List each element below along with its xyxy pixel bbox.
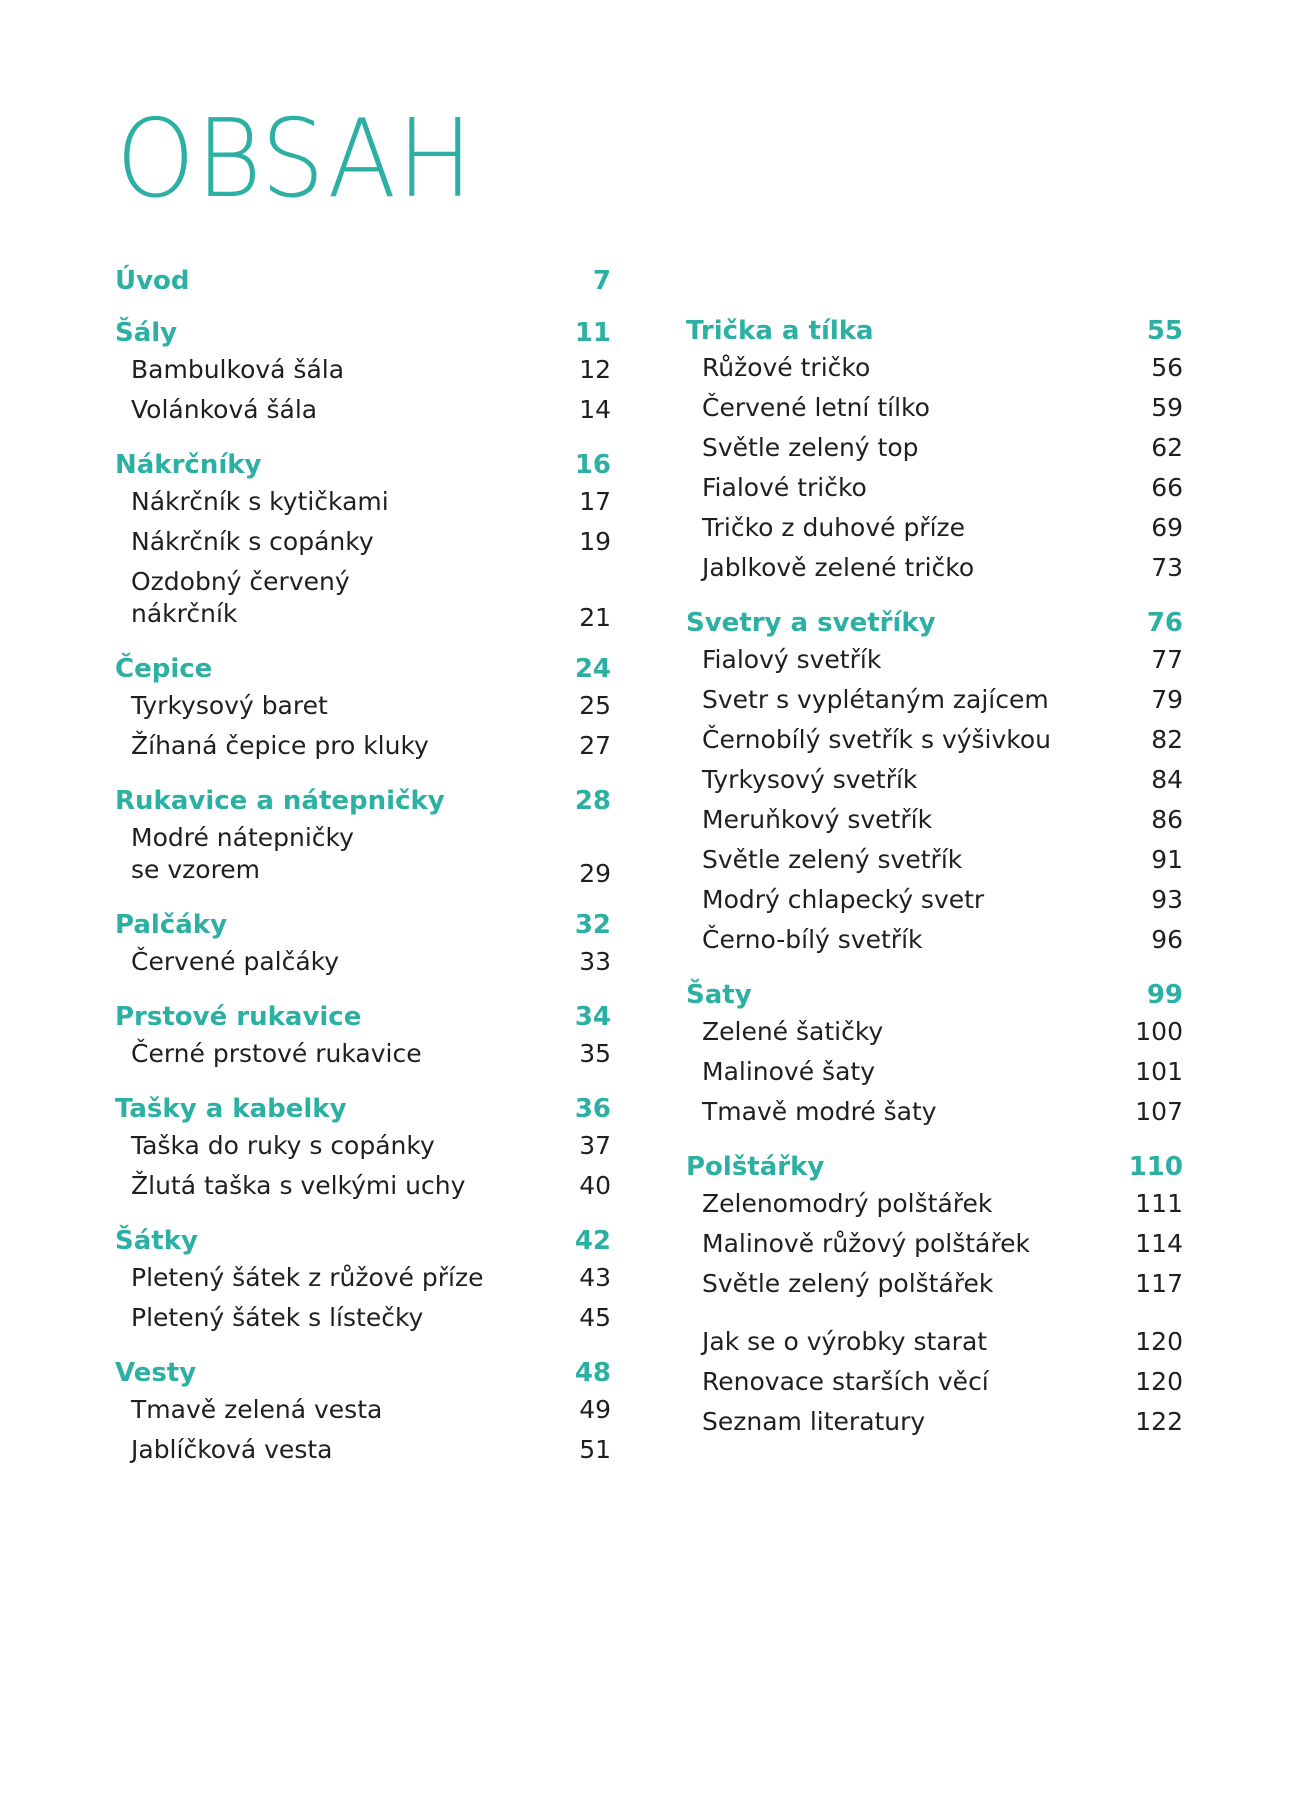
toc-entry-title: Nákrčník s kytičkami (131, 487, 389, 516)
toc-section-heading-title: Úvod (115, 266, 190, 296)
toc-entry (115, 1430, 611, 1470)
toc-entry-title: Červené letní tílko (702, 393, 930, 422)
toc-section (115, 652, 611, 766)
toc-entry (115, 726, 611, 766)
toc-entry (115, 1298, 611, 1338)
toc-entry-title: Svetr s vyplétaným zajícem (702, 685, 1049, 714)
toc-entry-page: 21 (579, 603, 611, 632)
toc-entry (686, 1052, 1183, 1092)
toc-entry-title: Žíhaná čepice pro kluky (131, 731, 429, 760)
toc-entry (115, 350, 611, 390)
toc-section (686, 1150, 1183, 1304)
toc-entry (686, 1224, 1183, 1264)
toc-entry (686, 640, 1183, 680)
toc-entry-title: Bambulková šála (131, 355, 345, 384)
toc-entry-page: 59 (1151, 393, 1183, 422)
toc-entry-page: 43 (579, 1263, 611, 1292)
page-title: OBSAH (116, 97, 474, 222)
toc-section-heading (115, 1092, 611, 1126)
toc-entry (686, 468, 1183, 508)
toc-entry (686, 840, 1183, 880)
toc-section-heading-page: 55 (1146, 316, 1183, 346)
toc-section-heading-page: 99 (1146, 980, 1183, 1010)
toc-entry (686, 1184, 1183, 1224)
toc-section-heading (115, 784, 611, 818)
toc-entry-title: Černé prstové rukavice (131, 1039, 422, 1068)
toc-entry-page: 49 (579, 1395, 611, 1424)
toc-entry-page: 19 (579, 527, 611, 556)
toc-section-heading (686, 314, 1183, 348)
toc-entry (686, 760, 1183, 800)
toc-section-heading (115, 1356, 611, 1390)
toc-section-heading-title: Vesty (115, 1358, 197, 1388)
toc-entry-title: Fialové tričko (702, 473, 867, 502)
toc-section-heading-title: Šály (115, 318, 178, 348)
toc-entry-title: Ozdobný červený nákrčník (131, 567, 350, 628)
toc-section-heading (115, 1224, 611, 1258)
toc-entry-title: Zelené šatičky (702, 1017, 884, 1046)
toc-entry-page: 45 (579, 1303, 611, 1332)
toc-entry (686, 1362, 1183, 1402)
toc-entry (686, 1012, 1183, 1052)
toc-section-heading (115, 264, 611, 298)
toc-entry-page: 40 (579, 1171, 611, 1200)
toc-entry-title: Fialový svetřík (702, 645, 882, 674)
toc-entry-page: 114 (1135, 1229, 1183, 1258)
toc-entry-page: 12 (579, 355, 611, 384)
toc-entry-title: Jak se o výrobky starat (702, 1327, 988, 1356)
toc-section-heading-title: Polštářky (686, 1152, 825, 1182)
toc-entry-page: 37 (579, 1131, 611, 1160)
toc-entry (115, 1390, 611, 1430)
toc-entry-page: 66 (1151, 473, 1183, 502)
toc-section (115, 448, 611, 634)
toc-entry-title: Modré nátepničky se vzorem (131, 823, 354, 884)
toc-entry-title: Malinové šaty (702, 1057, 875, 1086)
toc-entry (686, 1264, 1183, 1304)
toc-entry-page: 117 (1135, 1269, 1183, 1298)
toc-entry-page: 96 (1151, 925, 1183, 954)
toc-entry-title: Renovace starších věcí (702, 1367, 989, 1396)
toc-section-heading-page: 16 (574, 450, 611, 480)
toc-section-heading-title: Trička a tílka (686, 316, 874, 346)
toc-entry-page: 25 (579, 691, 611, 720)
toc-entry-title: Tmavě zelená vesta (131, 1395, 383, 1424)
toc-entry-page: 56 (1151, 353, 1183, 382)
toc-entry-title: Meruňkový svetřík (702, 805, 933, 834)
toc-section-heading-page: 42 (574, 1226, 611, 1256)
toc-entry-page: 93 (1151, 885, 1183, 914)
toc-section-heading (115, 1000, 611, 1034)
toc-entry-title: Světle zelený svetřík (702, 845, 963, 874)
toc-entry-title: Zelenomodrý polštářek (702, 1189, 993, 1218)
toc-section (115, 908, 611, 982)
toc-section-heading-title: Rukavice a nátepničky (115, 786, 445, 816)
toc-entry-title: Seznam literatury (702, 1407, 926, 1436)
toc-entry (686, 548, 1183, 588)
toc-entry-title: Světle zelený top (702, 433, 919, 462)
toc-entry (115, 1166, 611, 1206)
toc-entry-title: Tyrkysový svetřík (702, 765, 918, 794)
toc-section (686, 606, 1183, 960)
toc-section (115, 1356, 611, 1470)
toc-section (686, 314, 1183, 588)
toc-entry (686, 800, 1183, 840)
toc-entry-title: Jablkově zelené tričko (702, 553, 975, 582)
toc-entry (115, 482, 611, 522)
toc-entry (115, 1126, 611, 1166)
toc-entry (115, 686, 611, 726)
toc-entry-page: 91 (1151, 845, 1183, 874)
toc-section (115, 784, 611, 890)
toc-section-heading-title: Tašky a kabelky (115, 1094, 347, 1124)
toc-entry-page: 27 (579, 731, 611, 760)
toc-section-heading (686, 606, 1183, 640)
toc-entry (115, 1258, 611, 1298)
toc-entry (686, 880, 1183, 920)
toc-entry (115, 1034, 611, 1074)
toc-entry-page: 101 (1135, 1057, 1183, 1086)
toc-entry-title: Nákrčník s copánky (131, 527, 374, 556)
toc-entry-page: 35 (579, 1039, 611, 1068)
toc-entry (686, 348, 1183, 388)
toc-entry-title: Červené palčáky (131, 947, 340, 976)
toc-section-heading-page: 32 (574, 910, 611, 940)
toc-entry (686, 428, 1183, 468)
toc-entry-page: 107 (1135, 1097, 1183, 1126)
toc-entry-title: Jablíčková vesta (131, 1435, 333, 1464)
toc-entry-page: 120 (1135, 1327, 1183, 1356)
toc-entry-title: Pletený šátek s lístečky (131, 1303, 424, 1332)
toc-section-heading-title: Šátky (115, 1226, 198, 1256)
toc-entry (686, 1322, 1183, 1362)
toc-section (115, 1000, 611, 1074)
toc-section (115, 1092, 611, 1206)
toc-section-heading-title: Palčáky (115, 910, 228, 940)
toc-entry-title: Tmavě modré šaty (702, 1097, 937, 1126)
toc-section-heading (686, 978, 1183, 1012)
toc-section-heading-page: 110 (1128, 1152, 1183, 1182)
toc-entry (686, 1092, 1183, 1132)
toc-entry (115, 818, 611, 890)
toc-entry-title: Růžové tričko (702, 353, 871, 382)
toc-section-heading (115, 908, 611, 942)
toc-entry-page: 69 (1151, 513, 1183, 542)
toc-section-heading-page: 76 (1146, 608, 1183, 638)
toc-section-heading (686, 1150, 1183, 1184)
toc-section (115, 316, 611, 430)
toc-section-heading-page: 28 (574, 786, 611, 816)
toc-left-column (115, 264, 611, 1488)
toc-entry-title: Volánková šála (131, 395, 318, 424)
toc-section-heading-page: 34 (574, 1002, 611, 1032)
toc-right-column (686, 314, 1183, 1460)
toc-entry-page: 14 (579, 395, 611, 424)
toc-section-heading-title: Nákrčníky (115, 450, 262, 480)
toc-entry (115, 942, 611, 982)
toc-entry-page: 100 (1135, 1017, 1183, 1046)
toc-entry (115, 522, 611, 562)
toc-entry-title: Tričko z duhové příze (702, 513, 966, 542)
toc-section (686, 978, 1183, 1132)
toc-section-heading-title: Prstové rukavice (115, 1002, 362, 1032)
toc-entry-title: Světle zelený polštářek (702, 1269, 994, 1298)
toc-section-heading-title: Svetry a svetříky (686, 608, 936, 638)
toc-section-heading-page: 48 (574, 1358, 611, 1388)
toc-entry-title: Tyrkysový baret (131, 691, 328, 720)
toc-entry (115, 562, 611, 634)
toc-entry-page: 17 (579, 487, 611, 516)
toc-section-heading-page: 7 (592, 266, 611, 296)
toc-section (115, 264, 611, 298)
toc-entry (686, 920, 1183, 960)
toc-entry-title: Černobílý svetřík s výšivkou (702, 725, 1052, 754)
toc-entry-title: Žlutá taška s velkými uchy (131, 1171, 466, 1200)
toc-section-heading (115, 652, 611, 686)
toc-section-heading-page: 24 (574, 654, 611, 684)
toc-section-heading-title: Čepice (115, 654, 213, 684)
toc-entry-page: 84 (1151, 765, 1183, 794)
toc-entry-page: 77 (1151, 645, 1183, 674)
toc-entry-page: 73 (1151, 553, 1183, 582)
toc-appendix (686, 1322, 1183, 1442)
toc-entry (686, 720, 1183, 760)
toc-entry-page: 29 (579, 859, 611, 888)
toc-section-heading (115, 316, 611, 350)
toc-section-heading-page: 36 (574, 1094, 611, 1124)
toc-entry-page: 82 (1151, 725, 1183, 754)
toc-entry-title: Taška do ruky s copánky (131, 1131, 435, 1160)
toc-section (115, 1224, 611, 1338)
toc-entry-title: Malinově růžový polštářek (702, 1229, 1030, 1258)
toc-entry-title: Pletený šátek z růžové příze (131, 1263, 484, 1292)
toc-entry-page: 122 (1135, 1407, 1183, 1436)
toc-entry-page: 111 (1135, 1189, 1183, 1218)
toc-entry-title: Modrý chlapecký svetr (702, 885, 985, 914)
toc-entry-page: 86 (1151, 805, 1183, 834)
toc-entry-page: 79 (1151, 685, 1183, 714)
toc-entry (115, 390, 611, 430)
toc-entry (686, 508, 1183, 548)
toc-entry-page: 62 (1151, 433, 1183, 462)
toc-entry-page: 120 (1135, 1367, 1183, 1396)
toc-entry-page: 51 (579, 1435, 611, 1464)
toc-section-heading (115, 448, 611, 482)
toc-entry-title: Černo-bílý svetřík (702, 925, 923, 954)
toc-section-heading-title: Šaty (686, 980, 752, 1010)
toc-section-heading-page: 11 (574, 318, 611, 348)
toc-entry (686, 388, 1183, 428)
toc-entry (686, 680, 1183, 720)
toc-entry-page: 33 (579, 947, 611, 976)
toc-entry (686, 1402, 1183, 1442)
